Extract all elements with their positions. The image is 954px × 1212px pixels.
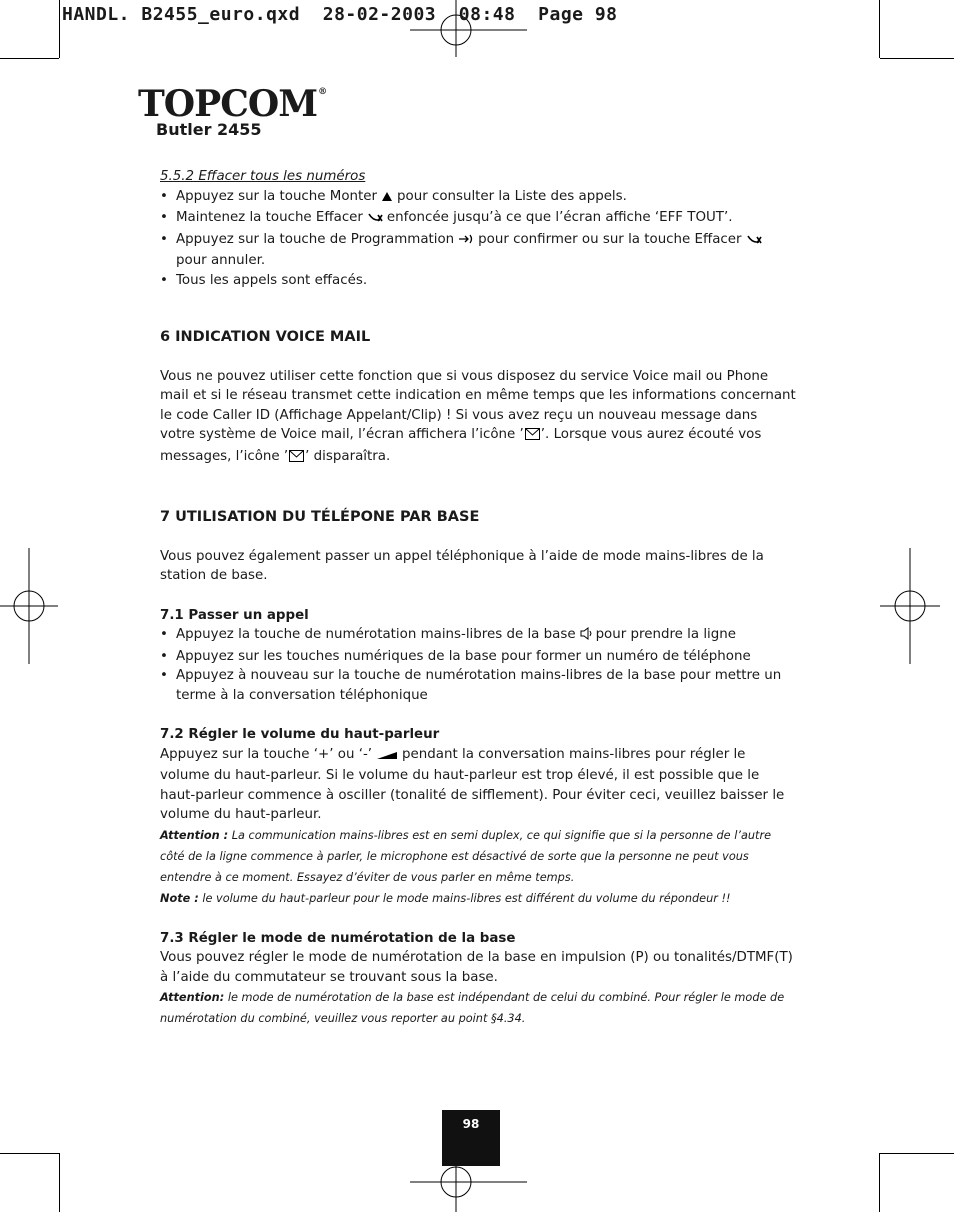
subsection-heading: 7.3 Régler le mode de numérotation de la base xyxy=(160,930,516,946)
paragraph: Vous ne pouvez utiliser cette fonction que si vous disposez du service Voice mail ou Phone mail et si le réseau transmet cette indication en même temps que les informations concernant le code Caller ID (Affichage Appelant/Clip) ! Si vous avez reçu un nouveau message dans votre système de Voice mail, l’écran affichera l’icône ’ ’. Lorsque vous aurez écouté vos messages, l’icône ’ ’ disparaîtra. xyxy=(160,367,796,469)
subsection-heading: 7.2 Régler le volume du haut-parleur xyxy=(160,727,440,742)
section-heading: 7 UTILISATION DU TÉLÉPONE PAR BASE xyxy=(160,509,480,525)
section-heading: 6 INDICATION VOICE MAIL xyxy=(160,329,371,345)
paragraph: Vous pouvez régler le mode de numérotation de la base en impulsion (P) ou tonalités/DTMF(T) à l’aide du commutateur se trouvant sous la base. xyxy=(160,950,793,985)
list-item: • Appuyez sur la touche de Programmation pour confirmer ou sur la touche Effacerpour annuler. xyxy=(160,230,796,271)
page-number: 98 xyxy=(442,1110,500,1166)
section-title: 5.5.2 Effacer tous les numéros xyxy=(160,169,366,184)
list-item: • Appuyez sur la touche Monter pour consulter la Liste des appels. xyxy=(160,187,796,209)
program-key-icon xyxy=(458,232,474,252)
list-item: • Appuyez à nouveau sur la touche de numérotation mains-libres de la base pour mettre un terme à la conversation téléphonique xyxy=(160,666,796,705)
bullet-list xyxy=(160,625,796,705)
delete-key-icon xyxy=(367,210,383,230)
paragraph: Vous pouvez également passer un appel téléphonique à l’aide de mode mains-libres de la station de base. xyxy=(160,548,764,583)
envelope-icon xyxy=(289,449,304,469)
envelope-icon xyxy=(525,427,540,447)
delete-key-icon xyxy=(746,232,762,252)
bullet-list xyxy=(160,187,796,291)
attention-note: Attention : La communication mains-libres est en semi duplex, ce qui signifie que si la personne de l’autre côté de la ligne commence à parler, le microphone est désactivé de sorte que la personne ne peut vous entendre à ce moment. Essayez d’éviter de vous parler en même temps. xyxy=(160,828,772,884)
list-item: • Appuyez sur les touches numériques de la base pour former un numéro de téléphone xyxy=(160,647,796,667)
list-item: • Tous les appels sont effacés. xyxy=(160,271,796,291)
list-item: • Appuyez la touche de numérotation mains-libres de la base pour prendre la ligne xyxy=(160,625,796,647)
paragraph: Appuyez sur la touche ‘+’ ou ‘-’ pendant la conversation mains-libres pour régler le volume du haut-parleur. Si le volume du haut-parleur est trop élevé, il est possible que le haut-parleur commence à osciller (tonalité de sifflement). Pour éviter ceci, veuillez baisser le volume du haut-parleur. xyxy=(160,746,785,822)
print-header: HANDL. B2455_euro.qxd 28-02-2003 08:48 Page 98 xyxy=(62,4,618,25)
note: Note : le volume du haut-parleur pour le mode mains-libres est différent du volume du répondeur !! xyxy=(160,891,731,905)
up-arrow-icon xyxy=(381,189,393,209)
brand-logo: TOPCOM® xyxy=(138,83,327,125)
model-name: Butler 2455 xyxy=(156,120,262,139)
volume-icon xyxy=(376,747,398,767)
list-item: • Maintenez la touche Effacer enfoncée jusqu’à ce que l’écran affiche ‘EFF TOUT’. xyxy=(160,208,796,230)
attention-note: Attention: le mode de numérotation de la base est indépendant de celui du combiné. Pour régler le mode de numérotation du combiné, veuillez vous reporter au point §4.34. xyxy=(160,991,785,1025)
subsection-heading: 7.1 Passer un appel xyxy=(160,607,309,623)
page-content xyxy=(160,167,796,1029)
speaker-icon xyxy=(580,627,592,647)
